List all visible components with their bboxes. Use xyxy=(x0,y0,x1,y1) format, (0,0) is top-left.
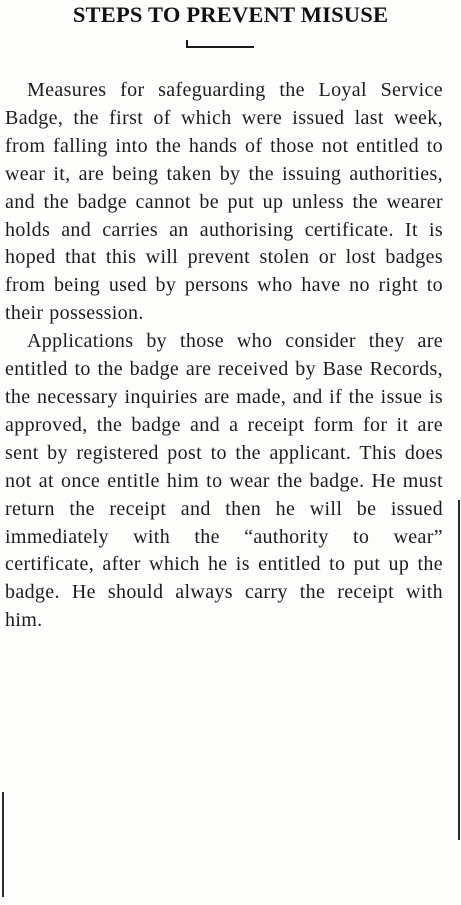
left-edge-rule xyxy=(2,792,4,897)
section-divider xyxy=(188,46,254,48)
column-rule xyxy=(458,500,460,840)
article-body xyxy=(5,77,443,635)
paragraph-1: Measures for safeguarding the Loyal Service Badge, the first of which were issued last week, from falling into the hands of those not entitled to wear it, are being taken by the issuing authorities, and the badge cannot be put up unless the wearer holds and carries an authorising certificate. It is hoped that this will prevent stolen or lost badges from being used by persons who have no right to their possession. xyxy=(5,79,443,325)
paragraph-2: Applications by those who consider they are entitled to the badge are received by Base Records, the necessary inquiries are made, and if the issue is approved, the badge and a receipt form for it are sent by registered post to the applicant. This does not at once entitle him to wear the badge. He must return the receipt and then he will be issued immediately with the “authority to wear” certificate, after which he is entitled to put up the badge. He should always carry the receipt with him. xyxy=(5,330,443,632)
headline: STEPS TO PREVENT MISUSE xyxy=(72,2,389,27)
